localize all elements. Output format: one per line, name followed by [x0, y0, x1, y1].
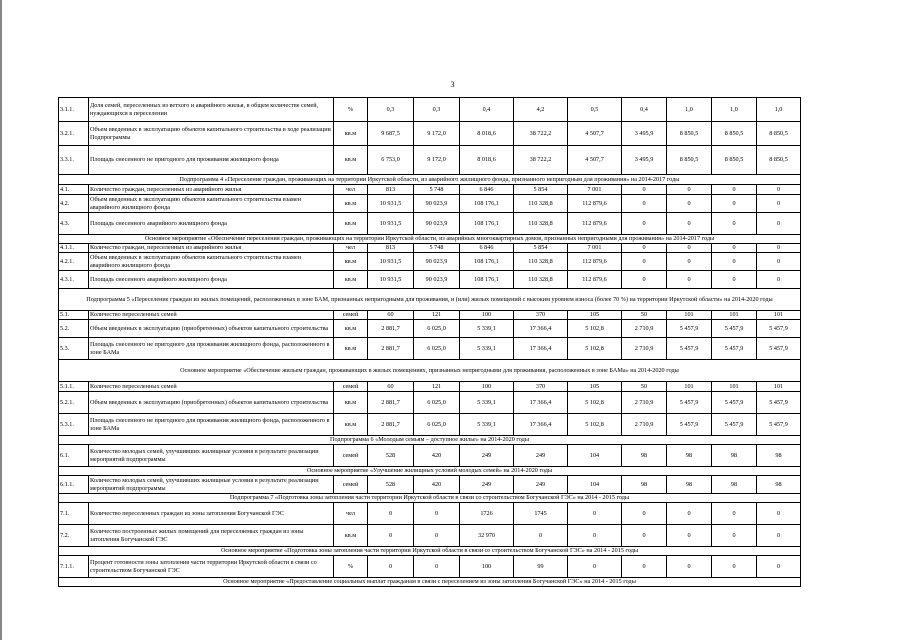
value-cell: 9 172,0 — [414, 122, 460, 146]
value-cell: 10 931,5 — [368, 213, 414, 235]
indicator-name: Количество построенных жилых помещений для переселяемых граждан из зоны затопления Богучанской ГЭС — [89, 525, 334, 547]
value-cell: 0 — [622, 195, 667, 213]
row-number: 5.3.1. — [59, 414, 89, 436]
value-cell: 0 — [757, 195, 801, 213]
value-cell: 90 023,9 — [414, 253, 460, 271]
value-cell: 5 102,8 — [568, 392, 622, 414]
value-cell: 5 457,9 — [757, 414, 801, 436]
section-header-row — [59, 494, 801, 503]
value-cell: 100 — [460, 382, 514, 392]
table-row — [59, 213, 801, 235]
value-cell: 5 102,8 — [568, 338, 622, 360]
value-cell: 32 970 — [460, 525, 514, 547]
value-cell: 121 — [414, 311, 460, 320]
value-cell: 112 879,6 — [568, 271, 622, 289]
value-cell: 249 — [514, 476, 568, 494]
section-header-row — [59, 436, 801, 445]
value-cell: 5 339,1 — [460, 338, 514, 360]
value-cell: 0 — [667, 185, 712, 195]
value-cell: 101 — [757, 382, 801, 392]
value-cell: 1,0 — [757, 98, 801, 122]
row-number: 7.1.1. — [59, 556, 89, 578]
row-number: 4.1. — [59, 185, 89, 195]
unit-cell: семей — [334, 382, 368, 392]
value-cell: 0 — [667, 244, 712, 253]
value-cell: 108 176,1 — [460, 195, 514, 213]
table-row — [59, 146, 801, 175]
value-cell: 1726 — [460, 503, 514, 525]
value-cell: 0,3 — [414, 98, 460, 122]
value-cell: 5 457,9 — [712, 392, 757, 414]
value-cell: 420 — [414, 476, 460, 494]
value-cell: 110 328,8 — [514, 213, 568, 235]
value-cell: 0 — [712, 213, 757, 235]
value-cell: 3 495,9 — [622, 122, 667, 146]
value-cell: 2 710,9 — [622, 320, 667, 338]
indicator-name: Количество молодых семей, улучшивших жилищные условия в результате реализации мероприятий подпрограммы — [89, 476, 334, 494]
section-header-row — [59, 547, 801, 556]
unit-cell: кв.м — [334, 146, 368, 175]
unit-cell: кв.м — [334, 271, 368, 289]
unit-cell: кв.м — [334, 414, 368, 436]
unit-cell: кв.м — [334, 320, 368, 338]
value-cell: 101 — [757, 311, 801, 320]
row-number: 5.2.1. — [59, 392, 89, 414]
unit-cell: семей — [334, 476, 368, 494]
unit-cell: кв.м — [334, 122, 368, 146]
value-cell: 101 — [667, 382, 712, 392]
value-cell: 5 457,9 — [667, 392, 712, 414]
value-cell: 0 — [667, 503, 712, 525]
unit-cell: чел — [334, 185, 368, 195]
value-cell: 0 — [757, 213, 801, 235]
value-cell: 0 — [712, 195, 757, 213]
value-cell: 0 — [414, 556, 460, 578]
value-cell: 8 850,5 — [757, 122, 801, 146]
section-header-row — [59, 360, 801, 382]
value-cell: 4,2 — [514, 98, 568, 122]
value-cell: 5 457,9 — [757, 392, 801, 414]
value-cell: 0,5 — [568, 98, 622, 122]
value-cell: 101 — [712, 382, 757, 392]
indicator-name: Количество переселенных семей — [89, 382, 334, 392]
section-title: Основное мероприятие «Улучшение жилищных условий молодых семей» на 2014-2020 годы — [59, 467, 801, 476]
section-header-row — [59, 467, 801, 476]
value-cell: 0 — [622, 271, 667, 289]
value-cell: 98 — [667, 476, 712, 494]
value-cell: 0 — [368, 556, 414, 578]
value-cell: 0 — [712, 244, 757, 253]
value-cell: 90 023,9 — [414, 195, 460, 213]
indicator-name: Доля семей, переселенных из ветхого и аварийного жилья, в общем количестве семей, нуждающихся в переселении — [89, 98, 334, 122]
section-title: Подпрограмма 7 «Подготовка зоны затопления части территории Иркутской области в связи со строительством Богучанской ГЭС» на 2014 - 2015 годы — [59, 494, 801, 503]
value-cell: 105 — [568, 382, 622, 392]
value-cell: 110 328,8 — [514, 195, 568, 213]
value-cell: 5 854 — [514, 244, 568, 253]
unit-cell: кв.м — [334, 253, 368, 271]
value-cell: 528 — [368, 476, 414, 494]
row-number: 4.3.1. — [59, 271, 89, 289]
row-number: 6.1. — [59, 445, 89, 467]
value-cell: 0 — [622, 503, 667, 525]
indicator-name: Площадь снесенного не пригодного для проживания жилищного фонда — [89, 146, 334, 175]
indicator-name: Площадь снесенного не пригодного для проживания жилищного фонда, расположенного в зоне БАМа — [89, 414, 334, 436]
table-row — [59, 320, 801, 338]
indicator-name: Количество молодых семей, улучшивших жилищные условия в результате реализации мероприятий подпрограммы — [89, 445, 334, 467]
value-cell: 5 457,9 — [712, 320, 757, 338]
table-row — [59, 185, 801, 195]
value-cell: 6 025,0 — [414, 338, 460, 360]
section-title: Основное мероприятие «Обеспечение переселения граждан, проживающих на территории Иркутской области, из аварийных многоквартирных домов, признанных непригодными для проживания» на 2014-2017 годы — [59, 235, 801, 244]
value-cell: 5 339,1 — [460, 320, 514, 338]
section-header-row — [59, 235, 801, 244]
value-cell: 0 — [712, 503, 757, 525]
value-cell: 8 850,5 — [667, 146, 712, 175]
value-cell: 0 — [667, 253, 712, 271]
row-number: 7.1. — [59, 503, 89, 525]
value-cell: 98 — [757, 476, 801, 494]
value-cell: 5 748 — [414, 185, 460, 195]
value-cell: 0,4 — [622, 98, 667, 122]
row-number: 3.2.1. — [59, 122, 89, 146]
section-title: Подпрограмма 6 «Молодым семьям – доступное жилье» на 2014-2020 годы — [59, 436, 801, 445]
value-cell: 0 — [622, 244, 667, 253]
value-cell: 105 — [568, 311, 622, 320]
unit-cell: семей — [334, 311, 368, 320]
table-row — [59, 195, 801, 213]
indicator-name: Количество переселенных семей — [89, 311, 334, 320]
value-cell: 10 931,5 — [368, 271, 414, 289]
value-cell: 5 102,8 — [568, 320, 622, 338]
value-cell: 17 366,4 — [514, 392, 568, 414]
value-cell: 0 — [667, 525, 712, 547]
value-cell: 0 — [568, 556, 622, 578]
value-cell: 101 — [667, 311, 712, 320]
value-cell: 249 — [460, 445, 514, 467]
value-cell: 0 — [368, 525, 414, 547]
unit-cell: семей — [334, 445, 368, 467]
unit-cell: кв.м — [334, 213, 368, 235]
value-cell: 5 457,9 — [667, 320, 712, 338]
value-cell: 0 — [757, 185, 801, 195]
value-cell: 6 753,0 — [368, 146, 414, 175]
value-cell: 8 850,5 — [712, 122, 757, 146]
value-cell: 104 — [568, 476, 622, 494]
row-number: 5.2. — [59, 320, 89, 338]
table-row — [59, 445, 801, 467]
value-cell: 8 850,5 — [757, 146, 801, 175]
table-row — [59, 338, 801, 360]
value-cell: 5 457,9 — [757, 320, 801, 338]
table-row — [59, 244, 801, 253]
value-cell: 50 — [622, 311, 667, 320]
value-cell: 100 — [460, 311, 514, 320]
table-body — [59, 98, 801, 587]
value-cell: 4 507,7 — [568, 146, 622, 175]
section-title: Подпрограмма 5 «Переселение граждан из жилых помещений, расположенных в зоне БАМ, признанных непригодными для проживания, и (или) жилых помещений с высоким уровнем износа (более 70 %) на территории Иркутской области» на 2014-2020 годы — [59, 289, 801, 311]
value-cell: 112 879,6 — [568, 213, 622, 235]
value-cell: 0 — [757, 503, 801, 525]
value-cell: 38 722,2 — [514, 122, 568, 146]
value-cell: 1745 — [514, 503, 568, 525]
value-cell: 0 — [622, 525, 667, 547]
table-row — [59, 556, 801, 578]
value-cell: 108 176,1 — [460, 213, 514, 235]
section-title: Основное мероприятие «Предоставление социальных выплат гражданам в связи с переселением из зоны затопления Богучанской ГЭС» на 2014 - 2015 годы — [59, 578, 801, 587]
unit-cell: кв.м — [334, 525, 368, 547]
indicator-name: Процент готовности зоны затопления части территории Иркутской области в связи со строительством Богучанской ГЭС — [89, 556, 334, 578]
row-number: 5.1. — [59, 311, 89, 320]
value-cell: 5 339,1 — [460, 414, 514, 436]
table-row — [59, 476, 801, 494]
value-cell: 2 881,7 — [368, 414, 414, 436]
value-cell: 0 — [757, 525, 801, 547]
value-cell: 0 — [414, 503, 460, 525]
indicators-table — [58, 97, 801, 587]
value-cell: 5 457,9 — [757, 338, 801, 360]
row-number: 5.3. — [59, 338, 89, 360]
value-cell: 0 — [667, 556, 712, 578]
indicator-name: Объем введенных в эксплуатацию объектов капитального строительства в ходе реализации Подпрограммы — [89, 122, 334, 146]
value-cell: 0 — [622, 556, 667, 578]
value-cell: 0 — [712, 525, 757, 547]
scan-edge-line — [0, 0, 2, 640]
value-cell: 0 — [757, 244, 801, 253]
row-number: 6.1.1. — [59, 476, 89, 494]
table-row — [59, 525, 801, 547]
value-cell: 0 — [622, 185, 667, 195]
value-cell: 10 931,5 — [368, 253, 414, 271]
value-cell: 0 — [667, 213, 712, 235]
value-cell: 0 — [757, 271, 801, 289]
section-title: Основное мероприятие «Подготовка зоны затопления части территории Иркутской области в связи со строительством Богучанской ГЭС» на 2014 - 2015 годы — [59, 547, 801, 556]
value-cell: 3 495,9 — [622, 146, 667, 175]
value-cell: 8 018,6 — [460, 122, 514, 146]
value-cell: 5 457,9 — [667, 338, 712, 360]
value-cell: 420 — [414, 445, 460, 467]
indicator-name: Площадь снесенного аварийного жилищного фонда — [89, 271, 334, 289]
value-cell: 110 328,8 — [514, 271, 568, 289]
section-title: Основное мероприятие «Обеспечение жильем граждан, проживающих в жилых помещениях, признанных непригодными для проживания, расположенных в зоне БАМа» на 2014-2020 годы — [59, 360, 801, 382]
value-cell: 0 — [568, 503, 622, 525]
row-number: 4.1.1. — [59, 244, 89, 253]
value-cell: 5 854 — [514, 185, 568, 195]
value-cell: 0 — [514, 525, 568, 547]
value-cell: 0 — [712, 185, 757, 195]
value-cell: 5 457,9 — [712, 414, 757, 436]
value-cell: 17 366,4 — [514, 320, 568, 338]
value-cell: 528 — [368, 445, 414, 467]
value-cell: 0 — [568, 525, 622, 547]
value-cell: 2 881,7 — [368, 338, 414, 360]
unit-cell: чел — [334, 244, 368, 253]
value-cell: 10 931,5 — [368, 195, 414, 213]
indicator-name: Площадь снесенного аварийного жилищного фонда — [89, 213, 334, 235]
indicator-name: Объем введенных в эксплуатацию (приобретенных) объектов капитального строительства — [89, 392, 334, 414]
value-cell: 0,3 — [368, 98, 414, 122]
value-cell: 249 — [514, 445, 568, 467]
value-cell: 5 102,8 — [568, 414, 622, 436]
value-cell: 0 — [414, 525, 460, 547]
value-cell: 99 — [514, 556, 568, 578]
value-cell: 98 — [667, 445, 712, 467]
unit-cell: кв.м — [334, 195, 368, 213]
table-row — [59, 122, 801, 146]
value-cell: 5 339,1 — [460, 392, 514, 414]
value-cell: 0 — [622, 213, 667, 235]
value-cell: 98 — [712, 445, 757, 467]
indicator-name: Количество граждан, переселенных из аварийного жилья — [89, 244, 334, 253]
section-header-row — [59, 175, 801, 185]
value-cell: 249 — [460, 476, 514, 494]
value-cell: 8 850,5 — [712, 146, 757, 175]
value-cell: 1,0 — [667, 98, 712, 122]
value-cell: 9 687,5 — [368, 122, 414, 146]
row-number: 3.1.1. — [59, 98, 89, 122]
value-cell: 60 — [368, 311, 414, 320]
value-cell: 5 748 — [414, 244, 460, 253]
value-cell: 0 — [757, 253, 801, 271]
row-number: 7.2. — [59, 525, 89, 547]
value-cell: 370 — [514, 382, 568, 392]
value-cell: 813 — [368, 244, 414, 253]
value-cell: 5 457,9 — [712, 338, 757, 360]
value-cell: 813 — [368, 185, 414, 195]
unit-cell: % — [334, 98, 368, 122]
value-cell: 2 710,9 — [622, 392, 667, 414]
value-cell: 98 — [712, 476, 757, 494]
value-cell: 0 — [622, 253, 667, 271]
unit-cell: кв.м — [334, 392, 368, 414]
row-number: 4.3. — [59, 213, 89, 235]
value-cell: 104 — [568, 445, 622, 467]
value-cell: 60 — [368, 382, 414, 392]
value-cell: 90 023,9 — [414, 213, 460, 235]
unit-cell: % — [334, 556, 368, 578]
table-row — [59, 392, 801, 414]
value-cell: 100 — [460, 556, 514, 578]
value-cell: 98 — [757, 445, 801, 467]
value-cell: 0 — [667, 195, 712, 213]
value-cell: 6 846 — [460, 244, 514, 253]
section-title: Подпрограмма 4 «Переселение граждан, проживающих на территории Иркутской области, из аварийного жилищного фонда, признанного непригодным для проживания» на 2014-2017 годы — [59, 175, 801, 185]
table-row — [59, 311, 801, 320]
table-row — [59, 253, 801, 271]
value-cell: 1,0 — [712, 98, 757, 122]
value-cell: 6 025,0 — [414, 392, 460, 414]
row-number: 5.1.1. — [59, 382, 89, 392]
value-cell: 0 — [712, 253, 757, 271]
value-cell: 5 457,9 — [667, 414, 712, 436]
value-cell: 2 710,9 — [622, 414, 667, 436]
value-cell: 7 001 — [568, 244, 622, 253]
value-cell: 98 — [622, 476, 667, 494]
value-cell: 50 — [622, 382, 667, 392]
value-cell: 38 722,2 — [514, 146, 568, 175]
section-header-row — [59, 289, 801, 311]
value-cell: 6 846 — [460, 185, 514, 195]
value-cell: 108 176,1 — [460, 271, 514, 289]
value-cell: 8 018,6 — [460, 146, 514, 175]
indicator-name: Площадь снесенного не пригодного для проживания жилищного фонда, расположенного в зоне БАМа — [89, 338, 334, 360]
value-cell: 121 — [414, 382, 460, 392]
value-cell: 0 — [712, 271, 757, 289]
row-number: 4.2.1. — [59, 253, 89, 271]
value-cell: 98 — [622, 445, 667, 467]
value-cell: 17 366,4 — [514, 414, 568, 436]
indicator-name: Объем введенных в эксплуатацию (приобретенных) объектов капитального строительства — [89, 320, 334, 338]
value-cell: 370 — [514, 311, 568, 320]
section-header-row — [59, 578, 801, 587]
value-cell: 6 025,0 — [414, 414, 460, 436]
page-number: 3 — [450, 80, 455, 89]
value-cell: 112 879,6 — [568, 195, 622, 213]
value-cell: 8 850,5 — [667, 122, 712, 146]
value-cell: 0 — [757, 556, 801, 578]
unit-cell: чел — [334, 503, 368, 525]
value-cell: 112 879,6 — [568, 253, 622, 271]
row-number: 3.3.1. — [59, 146, 89, 175]
indicator-name: Количество граждан, переселенных из аварийного жилья — [89, 185, 334, 195]
indicator-name: Объем введенных в эксплуатацию объектов капитального строительства взамен аварийного жилищного фонда — [89, 195, 334, 213]
value-cell: 0 — [712, 556, 757, 578]
indicator-name: Количество переселенных граждан из зоны затопления Богучанской ГЭС — [89, 503, 334, 525]
row-number: 4.2. — [59, 195, 89, 213]
indicator-name: Объем введенных в эксплуатацию объектов капитального строительства взамен аварийного жилищного фонда — [89, 253, 334, 271]
value-cell: 0,4 — [460, 98, 514, 122]
value-cell: 4 507,7 — [568, 122, 622, 146]
table-row — [59, 414, 801, 436]
value-cell: 2 710,9 — [622, 338, 667, 360]
value-cell: 9 172,0 — [414, 146, 460, 175]
value-cell: 0 — [667, 271, 712, 289]
value-cell: 101 — [712, 311, 757, 320]
table-row — [59, 382, 801, 392]
value-cell: 90 023,9 — [414, 271, 460, 289]
value-cell: 0 — [368, 503, 414, 525]
value-cell: 108 176,1 — [460, 253, 514, 271]
value-cell: 7 001 — [568, 185, 622, 195]
value-cell: 6 025,0 — [414, 320, 460, 338]
value-cell: 110 328,8 — [514, 253, 568, 271]
table-row — [59, 98, 801, 122]
unit-cell: кв.м — [334, 338, 368, 360]
table-row — [59, 271, 801, 289]
value-cell: 2 881,7 — [368, 392, 414, 414]
table-row — [59, 503, 801, 525]
value-cell: 17 366,4 — [514, 338, 568, 360]
value-cell: 2 881,7 — [368, 320, 414, 338]
